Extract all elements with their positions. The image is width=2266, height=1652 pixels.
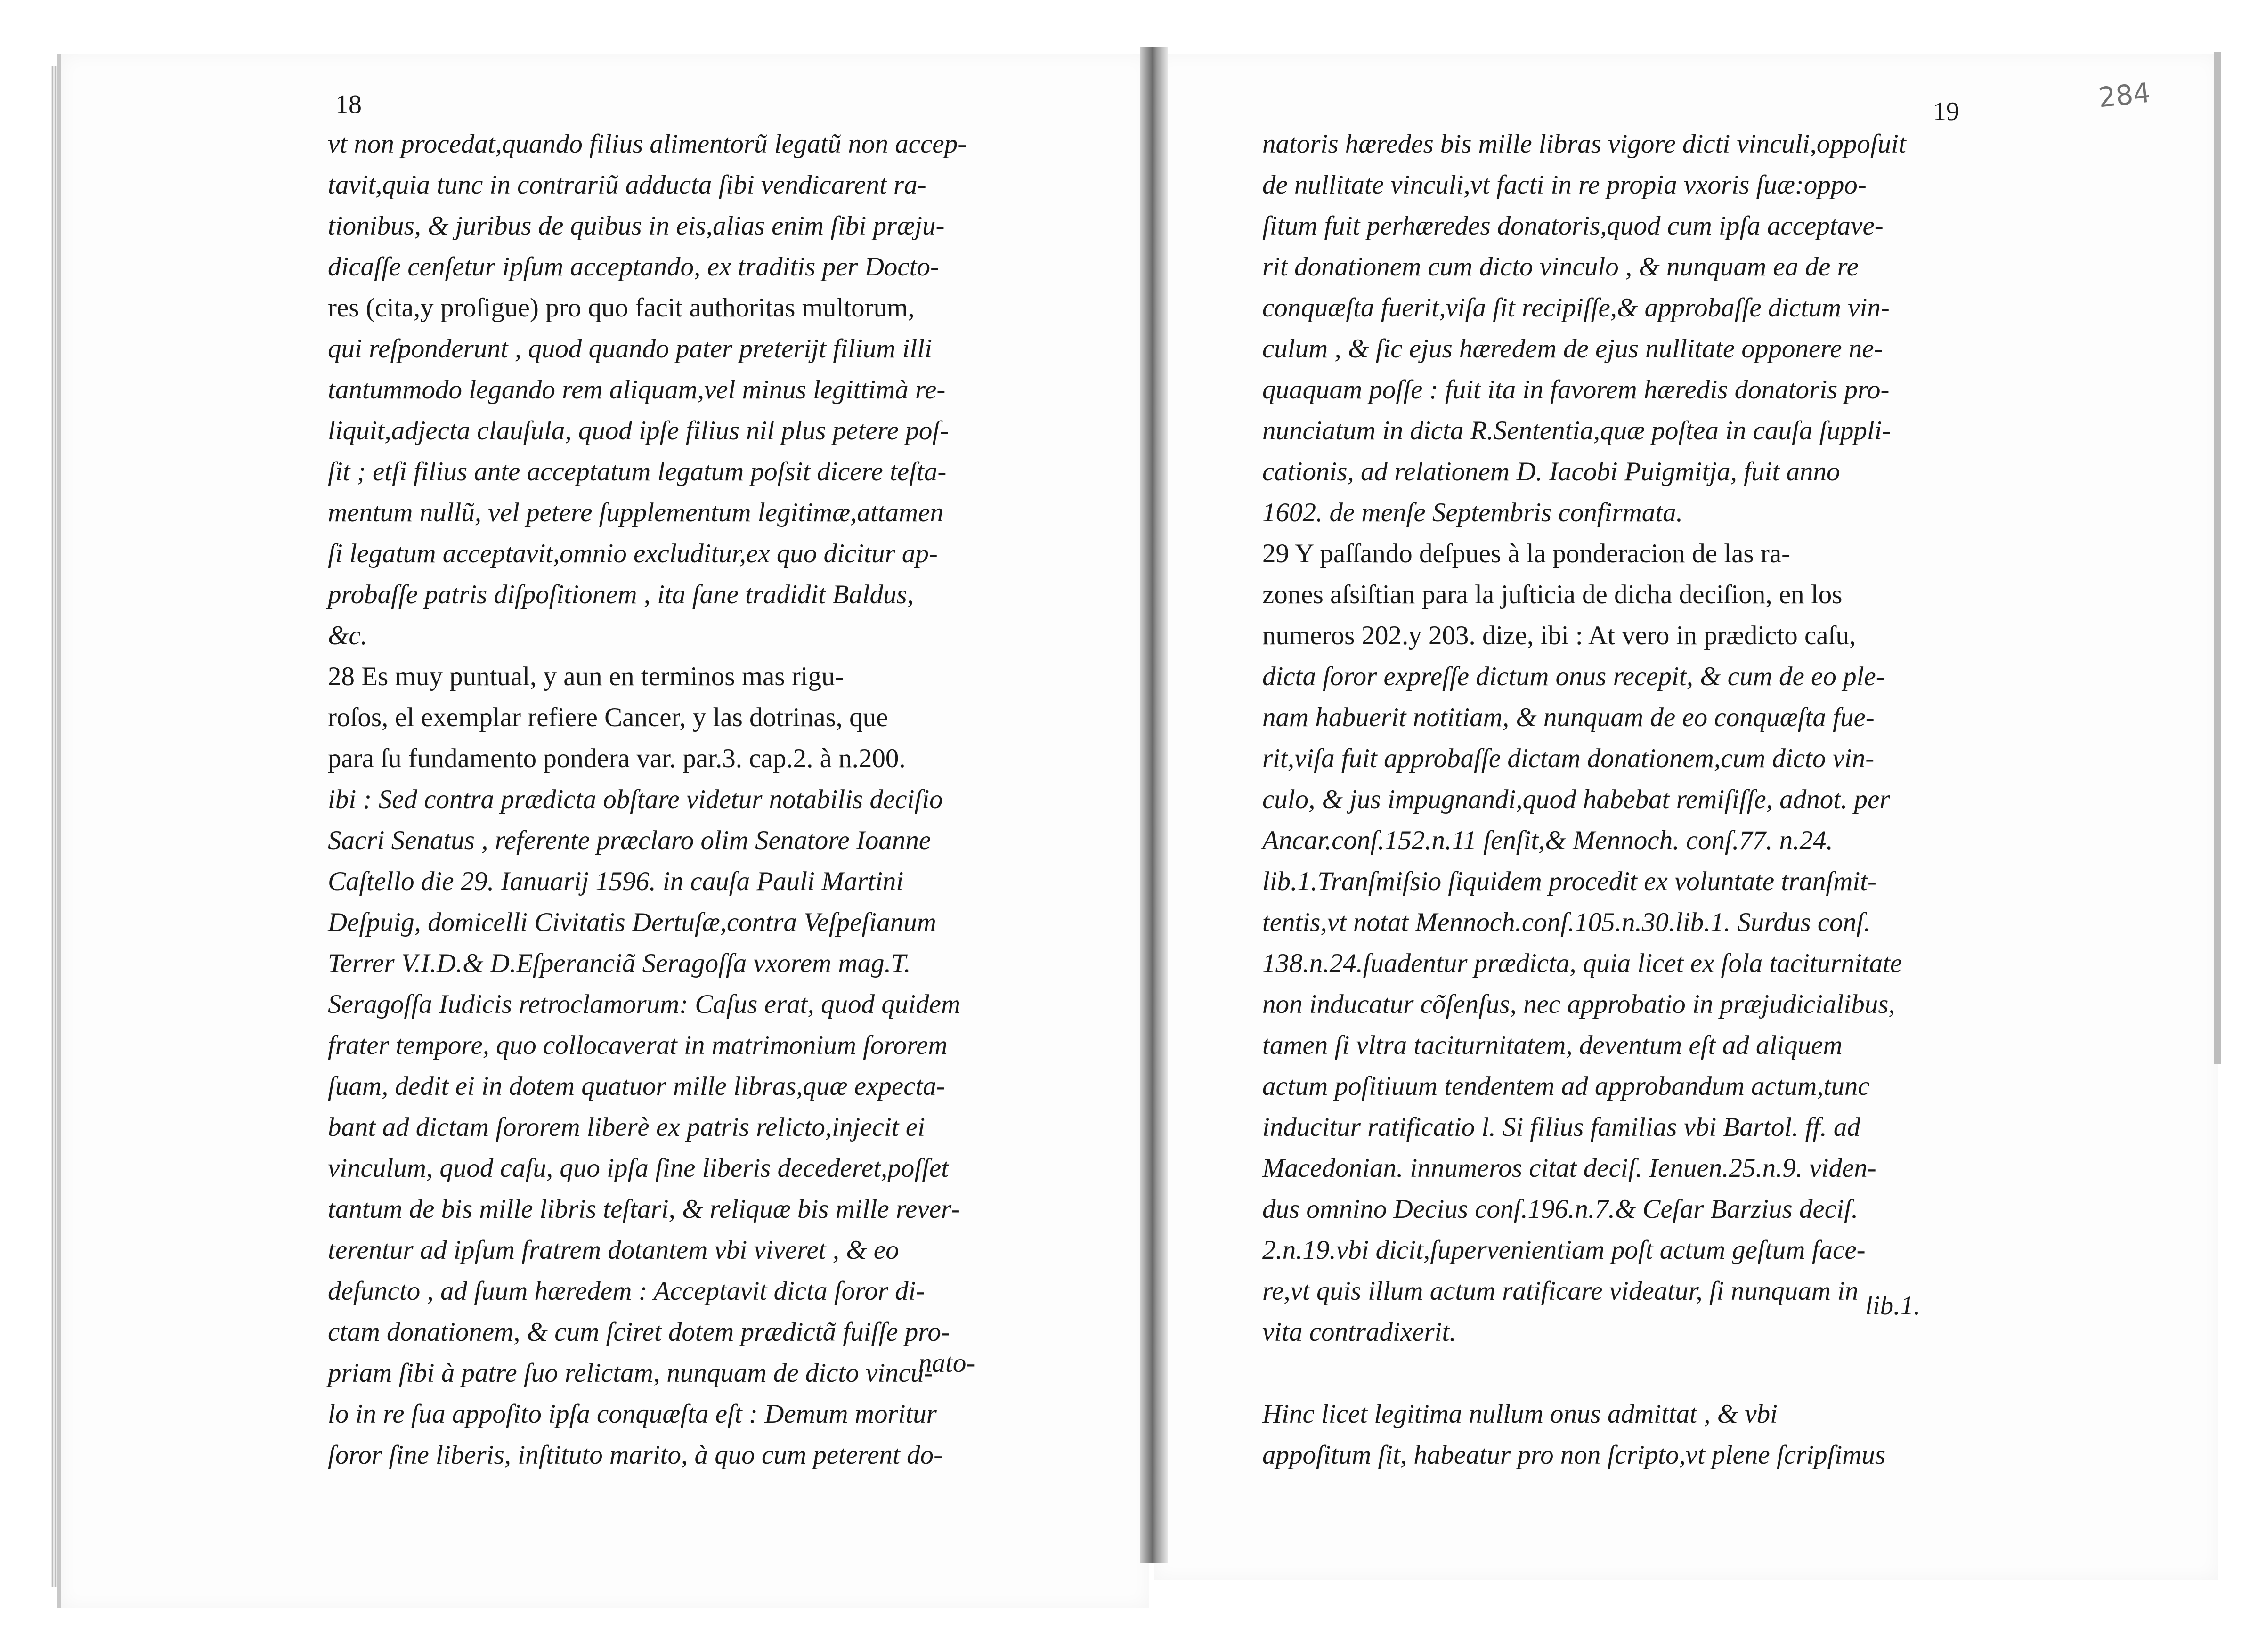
text-line: lib.1.Tranſmiſsio ſiquidem procedit ex voluntate tranſmit- [1262,866,1877,896]
text-line: culum , & ſic ejus hæredem de ejus nullitate opponere ne- [1262,334,1883,364]
text-line: ſuam, dedit ei in dotem quatuor mille libras,quæ expecta- [328,1071,945,1101]
text-line: 138.n.24.ſuadentur prædicta, quia licet ex ſola taciturnitate [1262,948,1902,978]
text-line: ctam donationem, & cum ſciret dotem prædictã fuiſſe pro- [328,1317,950,1347]
text-line: Terrer V.I.D.& D.Eſperanciã Seragoſſa vxorem mag.T. [328,948,911,978]
text-line: rit,viſa fuit approbaſſe dictam donationem,cum dicto vin- [1262,744,1875,773]
right-text-column [1262,123,1948,1475]
text-line: frater tempore, quo collocaverat in matrimonium ſororem [328,1030,948,1060]
text-line: Sacri Senatus , referente præclaro olim Senatore Ioanne [328,826,931,855]
text-line: probaſſe patris diſpoſitionem , ita ſane tradidit Baldus, [328,580,914,609]
text-line: tionibus, & juribus de quibus in eis,alias enim ſibi præju- [328,211,945,241]
text-line: ſoror ſine liberis, inſtituto marito, à quo cum peterent do- [328,1440,943,1470]
text-line: liquit,adjecta clauſula, quod ipſe filius nil plus petere poſ- [328,416,949,445]
text-line: quaquam poſſe : fuit ita in favorem hæredis donatoris pro- [1262,375,1890,405]
text-line: 1602. de menſe Septembris confirmata. [1262,498,1683,527]
text-line: vt non procedat,quando filius alimentorũ legatũ non accep- [328,129,967,159]
text-line: appoſitum ſit, habeatur pro non ſcripto,vt plene ſcripſimus [1262,1440,1886,1470]
text-line: Deſpuig, domicelli Civitatis Dertuſæ,contra Veſpeſianum [328,907,936,937]
handwritten-folio-number: 284 [2096,76,2152,114]
text-line: Macedonian. innumeros citat deciſ. Ienuen.25.n.9. viden- [1262,1153,1876,1183]
text-line: culo, & jus impugnandi,quod habebat remiſiſſe, adnot. per [1262,785,1890,814]
text-line: roſos, el exemplar refiere Cancer, y las dotrinas, que [328,703,888,732]
right-catchword: lib.1. [1865,1291,1921,1320]
text-line: nunciatum in dicta R.Sententia,quæ poſtea in cauſa ſuppli- [1262,416,1891,445]
text-line: conquæſta fuerit,viſa ſit recipiſſe,& approbaſſe dictum vin- [1262,293,1890,323]
text-line: inducitur ratificatio l. Si filius familias vbi Bartol. ff. ad [1262,1112,1860,1142]
text-line: tantummodo legando rem aliquam,vel minus legittimà re- [328,375,946,405]
text-line: para ſu fundamento pondera var. par.3. cap.2. à n.200. [328,744,906,773]
text-line: actum poſitiuum tendentem ad approbandum actum,tunc [1262,1071,1870,1101]
text-line: zones aſsiſtian para la juſticia de dicha deciſion, en los [1262,580,1843,609]
text-line: Hinc licet legitima nullum onus admittat , & vbi [1262,1399,1778,1429]
text-line: re,vt quis illum actum ratificare videatur, ſi nunquam in [1262,1276,1859,1306]
right-page-edge [2214,52,2221,1064]
text-line: dicaſſe cenſetur ipſum acceptando, ex traditis per Docto- [328,252,940,282]
text-line: 2.n.19.vbi dicit,ſupervenientiam poſt actum geſtum face- [1262,1235,1866,1265]
book-gutter [1140,47,1168,1563]
text-line: 28 Es muy puntual, y aun en terminos mas rigu- [328,662,844,691]
text-line: tantum de bis mille libris teſtari, & reliquæ bis mille rever- [328,1194,960,1224]
text-line: tamen ſi vltra taciturnitatem, deventum eſt ad aliquem [1262,1030,1843,1060]
text-line: de nullitate vinculi,vt facti in re propia vxoris ſuæ:oppo- [1262,170,1867,200]
left-text-column [328,123,1020,1475]
text-line: ſitum fuit perhæredes donatoris,quod cum ipſa acceptave- [1262,211,1884,241]
left-catchword: nato- [918,1348,975,1378]
text-line: rit donationem cum dicto vinculo , & nunquam ea de re [1262,252,1859,282]
text-line: nam habuerit notitiam, & nunquam de eo conquæſta fue- [1262,703,1875,732]
text-line: res (cita,y proſigue) pro quo facit authoritas multorum, [328,293,915,323]
text-line: vita contradixerit. [1262,1317,1456,1347]
text-line: defuncto , ad ſuum hæredem : Acceptavit dicta ſoror di- [328,1276,925,1306]
text-line: non inducatur cõſenſus, nec approbatio in præjudicialibus, [1262,989,1895,1019]
text-line: cationis, ad relationem D. Iacobi Puigmitja, fuit anno [1262,457,1840,486]
text-line: natoris hæredes bis mille libras vigore dicti vinculi,oppoſuit [1262,129,1906,159]
right-page-number: 19 [1933,97,1959,126]
text-line: lo in re ſua appoſito ipſa conquæſta eſt : Demum moritur [328,1399,937,1429]
text-line: &c. [328,621,367,650]
text-line: Seragoſſa Iudicis retroclamorum: Caſus erat, quod quidem [328,989,961,1019]
text-line: tavit,quia tunc in contrariũ adducta ſibi vendicarent ra- [328,170,926,200]
text-line: Caſtello die 29. Ianuarij 1596. in cauſa Pauli Martini [328,866,904,896]
text-line: terentur ad ipſum fratrem dotantem vbi viveret , & eo [328,1235,899,1265]
text-line: ſit ; etſi filius ante acceptatum legatum poſsit dicere teſta- [328,457,947,486]
text-line: ſi legatum acceptavit,omnio excluditur,ex quo dicitur ap- [328,539,938,568]
text-line: vinculum, quod caſu, quo ipſa ſine liberis decederet,poſſet [328,1153,949,1183]
text-line [1262,1352,1948,1393]
text-line: 29 Y paſſando deſpues à la ponderacion de las ra- [1262,539,1791,568]
text-line: bant ad dictam ſororem liberè ex patris relicto,injecit ei [328,1112,925,1142]
text-line: tentis,vt notat Mennoch.conſ.105.n.30.lib.1. Surdus conſ. [1262,907,1871,937]
text-line: priam ſibi à patre ſuo relictam, nunquam de dicto vincu- [328,1358,933,1388]
text-line: dicta ſoror expreſſe dictum onus recepit, & cum de eo ple- [1262,662,1885,691]
text-line: mentum nullũ, vel petere ſupplementum legitimæ,attamen [328,498,944,527]
text-line: dus omnino Decius conſ.196.n.7.& Ceſar Barzius deciſ. [1262,1194,1858,1224]
text-line: qui reſponderunt , quod quando pater preterijt filium illi [328,334,932,364]
text-line: Ancar.conſ.152.n.11 ſenſit,& Mennoch. conſ.77. n.24. [1262,826,1833,855]
text-line: ibi : Sed contra prædicta obſtare videtur notabilis deciſio [328,785,943,814]
text-line: numeros 202.y 203. dize, ibi : At vero in prædicto caſu, [1262,621,1856,650]
left-page-number: 18 [335,90,362,119]
